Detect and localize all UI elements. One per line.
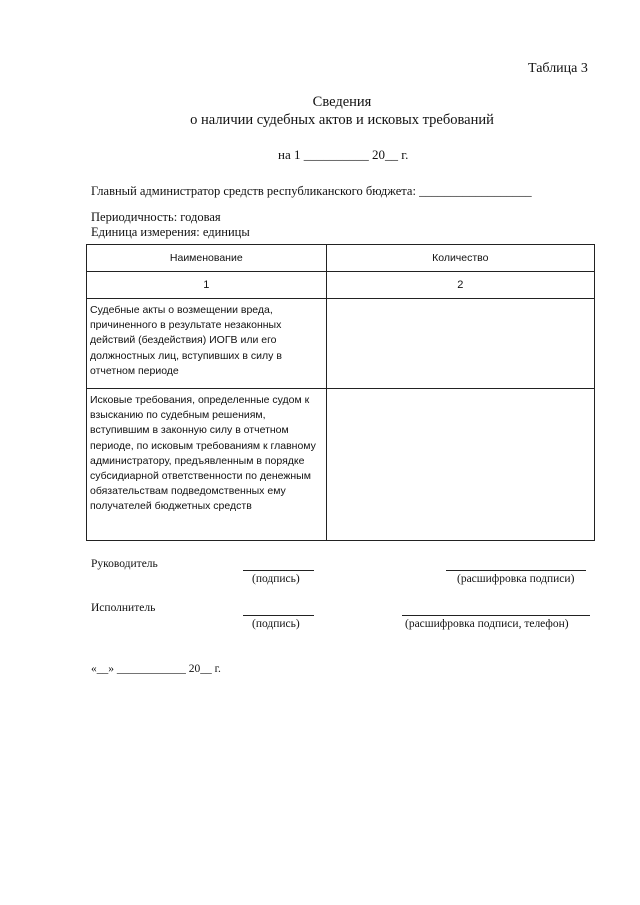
row-quantity-cell[interactable] [326,389,594,541]
column-number-row [87,272,595,299]
table-number-label: Таблица 3 [528,61,588,76]
court-acts-table [86,244,595,541]
column-number-2: 2 [326,272,594,299]
head-label: Руководитель [91,558,158,570]
executor-decode-line[interactable] [402,615,590,616]
column-header-quantity: Количество [326,245,594,272]
table-header-row [87,245,595,272]
executor-decode-caption: (расшифровка подписи, телефон) [405,618,569,630]
row-name-cell: Судебные акты о возмещении вреда, причиненного в результате незаконных действий (бездействия) ИОГВ или его должностных лиц, вступивших в силу в отчетном периоде [87,299,327,389]
table-row [87,299,595,389]
executor-label: Исполнитель [91,602,156,614]
row-quantity-cell[interactable] [326,299,594,389]
head-decode-line[interactable] [446,570,586,571]
executor-signature-caption: (подпись) [252,618,300,630]
report-date-line: на 1 __________ 20__ г. [278,147,409,162]
footer-date-line: «__» ____________ 20__ г. [91,663,221,675]
row-name-cell: Исковые требования, определенные судом к взысканию по судебным решениям, вступившим в законную силу в отчетном периоде, по исковым требованиям к главному администратору, предъявленным в порядке субсидиарной ответственности по денежным обязательствам подведомственных ему получателей бюджетных средств [87,389,327,541]
head-signature-line[interactable] [243,570,314,571]
table-row [87,389,595,541]
periodicity-line: Периодичность: годовая [91,210,221,224]
head-signature-caption: (подпись) [252,573,300,585]
document-subtitle: о наличии судебных актов и исковых требований [190,112,494,128]
column-header-name: Наименование [87,245,327,272]
budget-administrator-line: Главный администратор средств республиканского бюджета: __________________ [91,184,532,198]
column-number-1: 1 [87,272,327,299]
document-title: Сведения [312,94,372,110]
executor-signature-line[interactable] [243,615,314,616]
head-decode-caption: (расшифровка подписи) [457,573,575,585]
unit-of-measure-line: Единица измерения: единицы [91,225,250,239]
